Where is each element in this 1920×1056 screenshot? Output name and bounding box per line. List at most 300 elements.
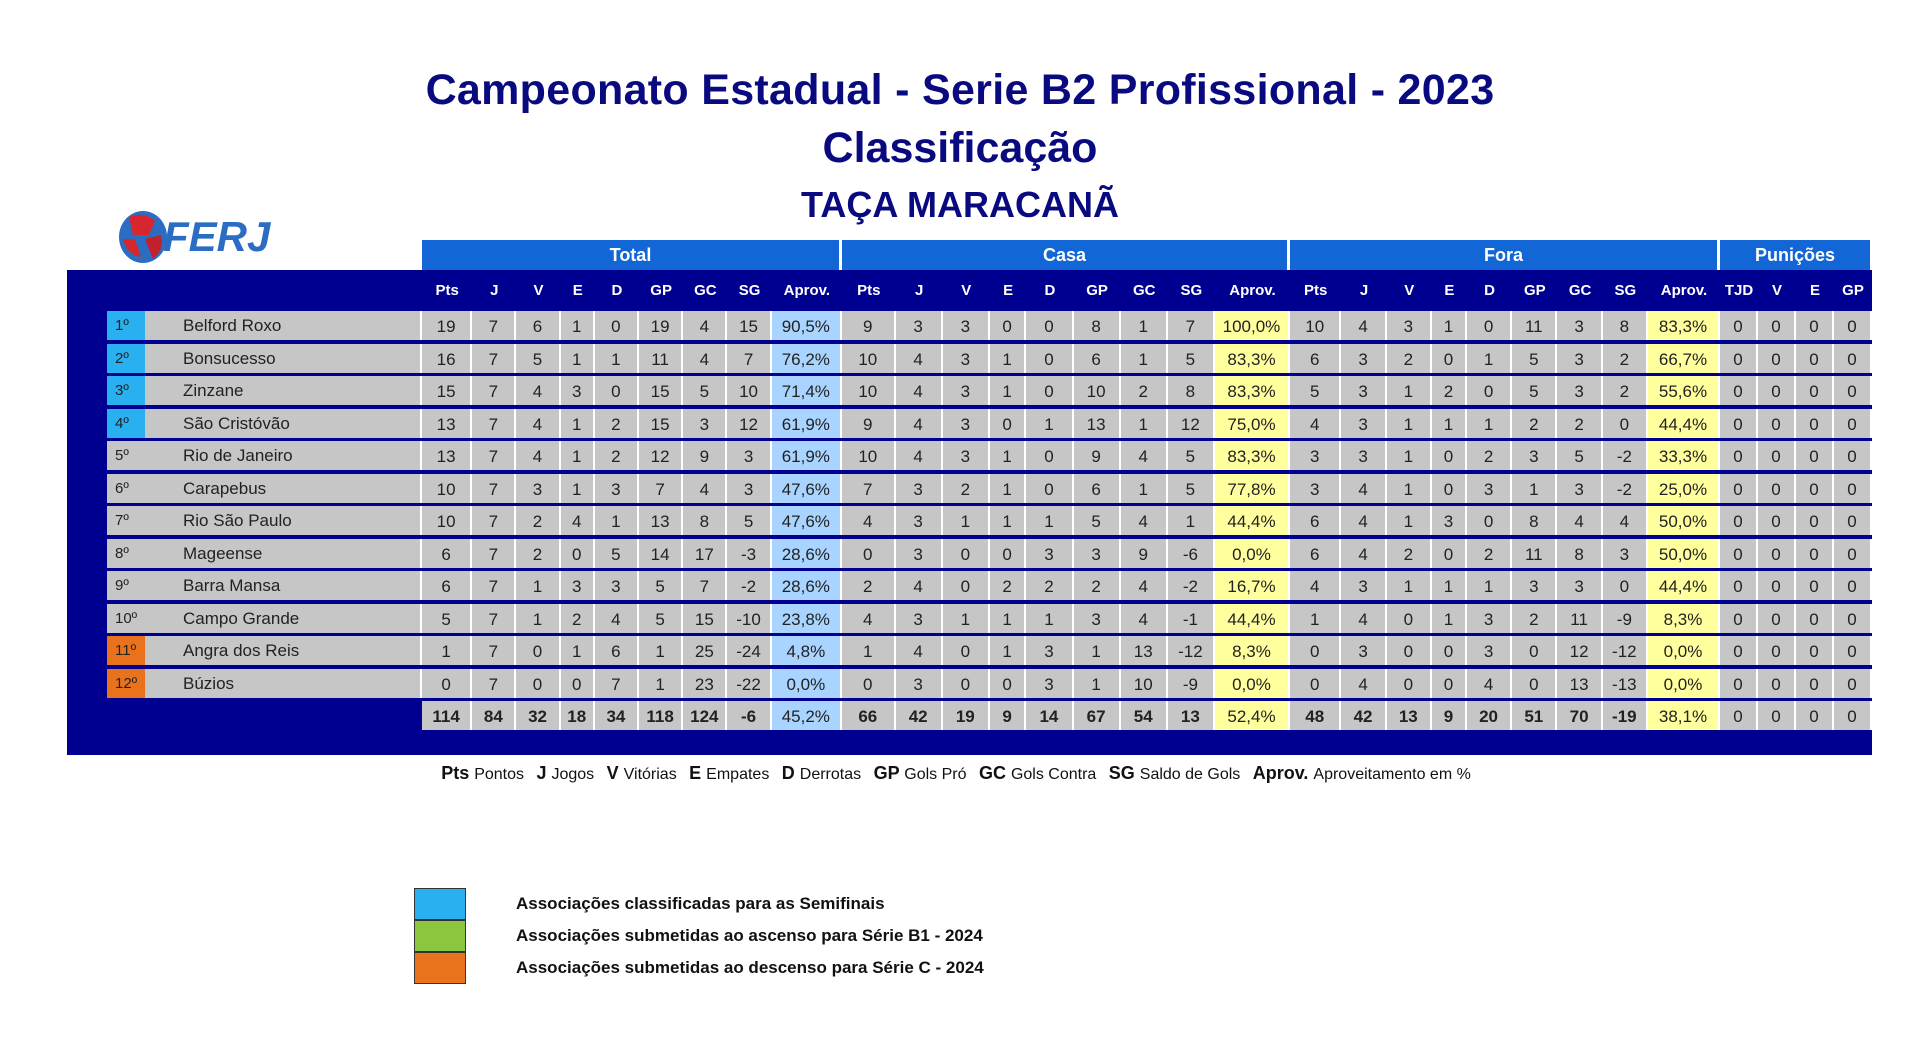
total-d-cell: 0 [595, 376, 639, 405]
punicoes-v-cell: 0 [1758, 571, 1796, 600]
total-gp-cell: 5 [639, 571, 683, 600]
position-badge: 6º [107, 474, 145, 503]
total-gp-cell: 1 [639, 636, 683, 665]
casa-e-cell: 0 [990, 669, 1026, 698]
fora-d-cell: 2 [1467, 441, 1512, 470]
casa-v-cell: 0 [943, 669, 990, 698]
column-header-fora-aprov: Aprov. [1660, 282, 1708, 299]
total-sg-cell: 12 [727, 409, 771, 438]
fora-pts-cell: 0 [1290, 636, 1341, 665]
fora-gp-cell: 3 [1512, 571, 1557, 600]
casa-e-cell: 1 [990, 441, 1026, 470]
fora-gp-cell: 5 [1512, 376, 1557, 405]
casa-j-cell: 3 [896, 669, 943, 698]
svg-text:FERJ: FERJ [163, 213, 271, 260]
fora-v-cell: 1 [1387, 506, 1432, 535]
casa-aprov-cell: 0,0% [1215, 539, 1290, 568]
casa-gc-cell: 13 [1121, 636, 1168, 665]
punicoes-v-cell: 0 [1758, 376, 1796, 405]
casa-gp-cell: 3 [1074, 539, 1121, 568]
group-header-fora: Fora [1290, 240, 1720, 270]
column-header-casa-d: D [1044, 282, 1056, 299]
casa-sg-cell: -2 [1168, 571, 1215, 600]
abbr-key: GC [978, 763, 1011, 783]
fora-j-cell: 3 [1341, 571, 1386, 600]
fora-sg-cell: 0 [1603, 409, 1648, 438]
total-gp-cell: 13 [639, 506, 683, 535]
punicoes-e-cell: 0 [1796, 604, 1834, 633]
casa-sg-cell: 7 [1168, 311, 1215, 340]
cup-name: TAÇA MARACANÃ [801, 184, 1119, 225]
casa-gc-cell: 1 [1121, 344, 1168, 373]
legend-swatch [414, 952, 466, 984]
total-e-cell: 0 [561, 539, 595, 568]
total-v-cell: 5 [516, 344, 560, 373]
total-d-cell: 5 [595, 539, 639, 568]
totals-total-cell: 114 [422, 701, 472, 730]
total-pts-cell: 10 [422, 506, 472, 535]
casa-gc-cell: 4 [1121, 604, 1168, 633]
fora-v-cell: 0 [1387, 669, 1432, 698]
total-sg-cell: 7 [727, 344, 771, 373]
total-sg-cell: 10 [727, 376, 771, 405]
total-aprov-cell: 61,9% [772, 441, 842, 470]
casa-aprov-cell: 44,4% [1215, 506, 1290, 535]
totals-fora-cell: 20 [1467, 701, 1512, 730]
casa-pts-cell: 10 [842, 344, 896, 373]
casa-d-cell: 0 [1026, 311, 1073, 340]
column-header-casa-j: J [914, 282, 924, 299]
casa-pts-cell: 9 [842, 409, 896, 438]
total-gp-cell: 1 [639, 669, 683, 698]
punicoes-v-cell: 0 [1758, 669, 1796, 698]
team-name: Mageense [145, 539, 422, 568]
legend-label: Associações submetidas ao descenso para Série C - 2024 [516, 958, 984, 977]
fora-v-cell: 1 [1387, 571, 1432, 600]
punicoes-v-cell: 0 [1758, 311, 1796, 340]
position-badge: 7º [107, 506, 145, 535]
punicoes-tjd-cell: 0 [1720, 409, 1758, 438]
fora-pts-cell: 4 [1290, 571, 1341, 600]
punicoes-tjd-cell: 0 [1720, 636, 1758, 665]
total-gc-cell: 5 [683, 376, 727, 405]
casa-pts-cell: 0 [842, 669, 896, 698]
fora-aprov-cell: 83,3% [1648, 311, 1720, 340]
casa-sg-cell: 5 [1168, 344, 1215, 373]
punicoes-v-cell: 0 [1758, 506, 1796, 535]
total-e-cell: 1 [561, 441, 595, 470]
casa-j-cell: 4 [896, 441, 943, 470]
punicoes-tjd-cell: 0 [1720, 311, 1758, 340]
total-d-cell: 6 [595, 636, 639, 665]
column-header-fora-gc: GC [1568, 282, 1592, 299]
totals-casa-cell: 66 [842, 701, 896, 730]
fora-d-cell: 3 [1467, 636, 1512, 665]
fora-e-cell: 0 [1432, 344, 1467, 373]
total-aprov-cell: 71,4% [772, 376, 842, 405]
total-e-cell: 0 [561, 669, 595, 698]
fora-pts-cell: 3 [1290, 474, 1341, 503]
casa-pts-cell: 7 [842, 474, 896, 503]
fora-d-cell: 4 [1467, 669, 1512, 698]
punicoes-e-cell: 0 [1796, 571, 1834, 600]
fora-e-cell: 0 [1432, 636, 1467, 665]
column-header-total-d: D [611, 282, 623, 299]
fora-gp-cell: 0 [1512, 636, 1557, 665]
casa-v-cell: 2 [943, 474, 990, 503]
fora-gc-cell: 3 [1557, 571, 1602, 600]
punicoes-tjd-cell: 0 [1720, 376, 1758, 405]
casa-v-cell: 3 [943, 376, 990, 405]
fora-j-cell: 4 [1341, 539, 1386, 568]
total-v-cell: 6 [516, 311, 560, 340]
casa-aprov-cell: 0,0% [1215, 669, 1290, 698]
casa-e-cell: 0 [990, 311, 1026, 340]
abbr-key: D [781, 763, 800, 783]
fora-gc-cell: 3 [1557, 311, 1602, 340]
total-pts-cell: 1 [422, 636, 472, 665]
casa-e-cell: 1 [990, 376, 1026, 405]
fora-aprov-cell: 44,4% [1648, 409, 1720, 438]
punicoes-e-cell: 0 [1796, 636, 1834, 665]
casa-pts-cell: 0 [842, 539, 896, 568]
casa-d-cell: 2 [1026, 571, 1073, 600]
punicoes-e-cell: 0 [1796, 344, 1834, 373]
total-gp-cell: 5 [639, 604, 683, 633]
casa-aprov-cell: 75,0% [1215, 409, 1290, 438]
casa-d-cell: 1 [1026, 409, 1073, 438]
punicoes-e-cell: 0 [1796, 474, 1834, 503]
casa-gc-cell: 9 [1121, 539, 1168, 568]
fora-sg-cell: -9 [1603, 604, 1648, 633]
legend-label: Associações classificadas para as Semifinais [516, 894, 885, 913]
column-header-casa-pts: Pts [857, 282, 881, 299]
total-d-cell: 2 [595, 441, 639, 470]
punicoes-e-cell: 0 [1796, 441, 1834, 470]
fora-j-cell: 3 [1341, 409, 1386, 438]
punicoes-e-cell: 0 [1796, 311, 1834, 340]
position-badge: 8º [107, 539, 145, 568]
total-aprov-cell: 90,5% [772, 311, 842, 340]
total-pts-cell: 16 [422, 344, 472, 373]
total-j-cell: 7 [472, 344, 516, 373]
page-title: Campeonato Estadual - Serie B2 Profissional - 2023 [425, 66, 1495, 114]
fora-d-cell: 2 [1467, 539, 1512, 568]
fora-pts-cell: 6 [1290, 539, 1341, 568]
total-j-cell: 7 [472, 669, 516, 698]
casa-j-cell: 4 [896, 636, 943, 665]
abbr-key: V [606, 763, 624, 783]
casa-gp-cell: 6 [1074, 474, 1121, 503]
total-sg-cell: -22 [727, 669, 771, 698]
totals-casa-cell: 67 [1074, 701, 1121, 730]
casa-pts-cell: 10 [842, 441, 896, 470]
fora-pts-cell: 6 [1290, 506, 1341, 535]
total-pts-cell: 13 [422, 409, 472, 438]
column-header-casa-gp: GP [1086, 282, 1108, 299]
casa-sg-cell: 12 [1168, 409, 1215, 438]
casa-j-cell: 3 [896, 311, 943, 340]
fora-v-cell: 1 [1387, 441, 1432, 470]
total-aprov-cell: 47,6% [772, 506, 842, 535]
team-name: Búzios [145, 669, 422, 698]
casa-aprov-cell: 83,3% [1215, 441, 1290, 470]
total-v-cell: 4 [516, 441, 560, 470]
legend-swatch [414, 920, 466, 952]
total-pts-cell: 15 [422, 376, 472, 405]
totals-fora-cell: 42 [1341, 701, 1386, 730]
fora-gc-cell: 3 [1557, 376, 1602, 405]
total-gc-cell: 4 [683, 344, 727, 373]
abbr-key: J [536, 763, 552, 783]
total-pts-cell: 10 [422, 474, 472, 503]
column-header-total-aprov: Aprov. [783, 282, 831, 299]
totals-fora-cell: 70 [1557, 701, 1602, 730]
totals-total-cell: 84 [472, 701, 516, 730]
total-v-cell: 2 [516, 539, 560, 568]
fora-sg-cell: 4 [1603, 506, 1648, 535]
totals-casa-cell: 42 [896, 701, 943, 730]
fora-aprov-cell: 25,0% [1648, 474, 1720, 503]
total-aprov-cell: 28,6% [772, 571, 842, 600]
total-j-cell: 7 [472, 506, 516, 535]
total-v-cell: 0 [516, 636, 560, 665]
casa-d-cell: 3 [1026, 636, 1073, 665]
abbr-key: Aprov. [1252, 763, 1314, 783]
fora-sg-cell: 8 [1603, 311, 1648, 340]
position-badge: 11º [107, 636, 145, 665]
team-name: Carapebus [145, 474, 422, 503]
casa-v-cell: 1 [943, 506, 990, 535]
total-j-cell: 7 [472, 376, 516, 405]
column-header-casa-v: V [961, 282, 972, 299]
abbr-key: SG [1108, 763, 1140, 783]
casa-pts-cell: 9 [842, 311, 896, 340]
fora-e-cell: 0 [1432, 669, 1467, 698]
ferj-logo [115, 205, 330, 265]
casa-j-cell: 3 [896, 506, 943, 535]
fora-j-cell: 3 [1341, 441, 1386, 470]
total-v-cell: 4 [516, 409, 560, 438]
totals-fora-cell: 51 [1512, 701, 1557, 730]
punicoes-v-cell: 0 [1758, 604, 1796, 633]
casa-d-cell: 3 [1026, 669, 1073, 698]
punicoes-tjd-cell: 0 [1720, 344, 1758, 373]
casa-v-cell: 3 [943, 311, 990, 340]
fora-gp-cell: 2 [1512, 409, 1557, 438]
casa-e-cell: 1 [990, 506, 1026, 535]
totals-casa-cell: 13 [1168, 701, 1215, 730]
fora-j-cell: 4 [1341, 669, 1386, 698]
position-badge: 9º [107, 571, 145, 600]
fora-aprov-cell: 33,3% [1648, 441, 1720, 470]
casa-gp-cell: 6 [1074, 344, 1121, 373]
team-name: Zinzane [145, 376, 422, 405]
total-j-cell: 7 [472, 636, 516, 665]
totals-total-cell: 118 [639, 701, 683, 730]
casa-e-cell: 1 [990, 344, 1026, 373]
legend-swatch [414, 888, 466, 920]
fora-sg-cell: 2 [1603, 376, 1648, 405]
total-v-cell: 2 [516, 506, 560, 535]
position-badge: 2º [107, 344, 145, 373]
casa-e-cell: 0 [990, 409, 1026, 438]
total-d-cell: 7 [595, 669, 639, 698]
casa-aprov-cell: 100,0% [1215, 311, 1290, 340]
total-gc-cell: 8 [683, 506, 727, 535]
team-name: Angra dos Reis [145, 636, 422, 665]
abbr-desc: Derrotas [799, 766, 866, 783]
casa-aprov-cell: 83,3% [1215, 344, 1290, 373]
punicoes-gp-cell: 0 [1834, 539, 1872, 568]
team-name: Belford Roxo [145, 311, 422, 340]
fora-pts-cell: 10 [1290, 311, 1341, 340]
casa-sg-cell: 1 [1168, 506, 1215, 535]
fora-d-cell: 0 [1467, 506, 1512, 535]
casa-j-cell: 3 [896, 539, 943, 568]
fora-e-cell: 1 [1432, 311, 1467, 340]
fora-e-cell: 0 [1432, 539, 1467, 568]
casa-j-cell: 3 [896, 474, 943, 503]
total-pts-cell: 13 [422, 441, 472, 470]
totals-punicoes-cell: 0 [1758, 701, 1796, 730]
total-e-cell: 4 [561, 506, 595, 535]
total-gp-cell: 14 [639, 539, 683, 568]
total-gc-cell: 4 [683, 311, 727, 340]
column-header-fora-gp: GP [1523, 282, 1546, 299]
punicoes-e-cell: 0 [1796, 409, 1834, 438]
punicoes-tjd-cell: 0 [1720, 669, 1758, 698]
total-pts-cell: 6 [422, 539, 472, 568]
column-header-punicoes-gp: GP [1842, 282, 1864, 299]
total-e-cell: 1 [561, 409, 595, 438]
fora-sg-cell: -2 [1603, 474, 1648, 503]
casa-e-cell: 1 [990, 474, 1026, 503]
total-j-cell: 7 [472, 604, 516, 633]
total-e-cell: 1 [561, 636, 595, 665]
casa-v-cell: 0 [943, 636, 990, 665]
casa-j-cell: 4 [896, 571, 943, 600]
abbr-desc: Saldo de Gols [1139, 766, 1245, 783]
column-header-punicoes-v: V [1771, 282, 1782, 299]
fora-j-cell: 4 [1341, 474, 1386, 503]
team-name: Rio de Janeiro [145, 441, 422, 470]
fora-d-cell: 3 [1467, 604, 1512, 633]
fora-pts-cell: 0 [1290, 669, 1341, 698]
position-badge: 12º [107, 669, 145, 698]
total-v-cell: 1 [516, 571, 560, 600]
punicoes-v-cell: 0 [1758, 441, 1796, 470]
total-j-cell: 7 [472, 571, 516, 600]
abbr-desc: Gols Contra [1010, 766, 1101, 783]
fora-v-cell: 2 [1387, 539, 1432, 568]
casa-gc-cell: 2 [1121, 376, 1168, 405]
casa-pts-cell: 4 [842, 604, 896, 633]
totals-casa-cell: 19 [943, 701, 990, 730]
column-header-fora-j: J [1359, 282, 1369, 299]
fora-j-cell: 4 [1341, 311, 1386, 340]
position-badge: 4º [107, 409, 145, 438]
total-d-cell: 1 [595, 344, 639, 373]
casa-j-cell: 3 [896, 604, 943, 633]
total-pts-cell: 6 [422, 571, 472, 600]
totals-total-cell: -6 [727, 701, 771, 730]
column-header-casa-sg: SG [1180, 282, 1203, 299]
total-aprov-cell: 4,8% [772, 636, 842, 665]
totals-casa-cell: 9 [990, 701, 1026, 730]
punicoes-gp-cell: 0 [1834, 474, 1872, 503]
team-name: Bonsucesso [145, 344, 422, 373]
casa-gc-cell: 10 [1121, 669, 1168, 698]
casa-gp-cell: 2 [1074, 571, 1121, 600]
casa-d-cell: 1 [1026, 604, 1073, 633]
fora-sg-cell: -2 [1603, 441, 1648, 470]
fora-v-cell: 1 [1387, 474, 1432, 503]
total-e-cell: 3 [561, 571, 595, 600]
total-sg-cell: -3 [727, 539, 771, 568]
fora-gp-cell: 0 [1512, 669, 1557, 698]
casa-sg-cell: -6 [1168, 539, 1215, 568]
totals-total-cell: 34 [595, 701, 639, 730]
total-v-cell: 1 [516, 604, 560, 633]
fora-pts-cell: 4 [1290, 409, 1341, 438]
punicoes-gp-cell: 0 [1834, 344, 1872, 373]
casa-gp-cell: 1 [1074, 669, 1121, 698]
totals-total-cell: 18 [561, 701, 595, 730]
casa-aprov-cell: 44,4% [1215, 604, 1290, 633]
casa-d-cell: 0 [1026, 376, 1073, 405]
casa-gc-cell: 4 [1121, 571, 1168, 600]
total-gp-cell: 7 [639, 474, 683, 503]
total-aprov-cell: 61,9% [772, 409, 842, 438]
fora-e-cell: 1 [1432, 571, 1467, 600]
team-name: Campo Grande [145, 604, 422, 633]
fora-e-cell: 0 [1432, 474, 1467, 503]
total-gc-cell: 23 [683, 669, 727, 698]
fora-e-cell: 1 [1432, 604, 1467, 633]
total-d-cell: 1 [595, 506, 639, 535]
casa-pts-cell: 2 [842, 571, 896, 600]
fora-pts-cell: 3 [1290, 441, 1341, 470]
total-j-cell: 7 [472, 409, 516, 438]
fora-gp-cell: 5 [1512, 344, 1557, 373]
fora-gc-cell: 5 [1557, 441, 1602, 470]
casa-aprov-cell: 83,3% [1215, 376, 1290, 405]
column-header-fora-sg: SG [1614, 282, 1637, 299]
abbr-desc: Aproveitamento em % [1313, 766, 1471, 783]
casa-sg-cell: -1 [1168, 604, 1215, 633]
total-j-cell: 7 [472, 539, 516, 568]
fora-e-cell: 3 [1432, 506, 1467, 535]
column-header-fora-d: D [1484, 282, 1495, 299]
column-header-total-gc: GC [694, 282, 717, 299]
totals-punicoes-cell: 0 [1834, 701, 1872, 730]
casa-gc-cell: 1 [1121, 474, 1168, 503]
totals-fora-cell: 13 [1387, 701, 1432, 730]
total-aprov-cell: 76,2% [772, 344, 842, 373]
casa-e-cell: 0 [990, 539, 1026, 568]
total-sg-cell: 5 [727, 506, 771, 535]
fora-j-cell: 3 [1341, 636, 1386, 665]
total-sg-cell: -2 [727, 571, 771, 600]
fora-pts-cell: 5 [1290, 376, 1341, 405]
casa-sg-cell: 8 [1168, 376, 1215, 405]
fora-aprov-cell: 8,3% [1648, 604, 1720, 633]
fora-j-cell: 3 [1341, 376, 1386, 405]
total-gc-cell: 25 [683, 636, 727, 665]
ferj-ball-icon [115, 205, 330, 265]
casa-pts-cell: 4 [842, 506, 896, 535]
